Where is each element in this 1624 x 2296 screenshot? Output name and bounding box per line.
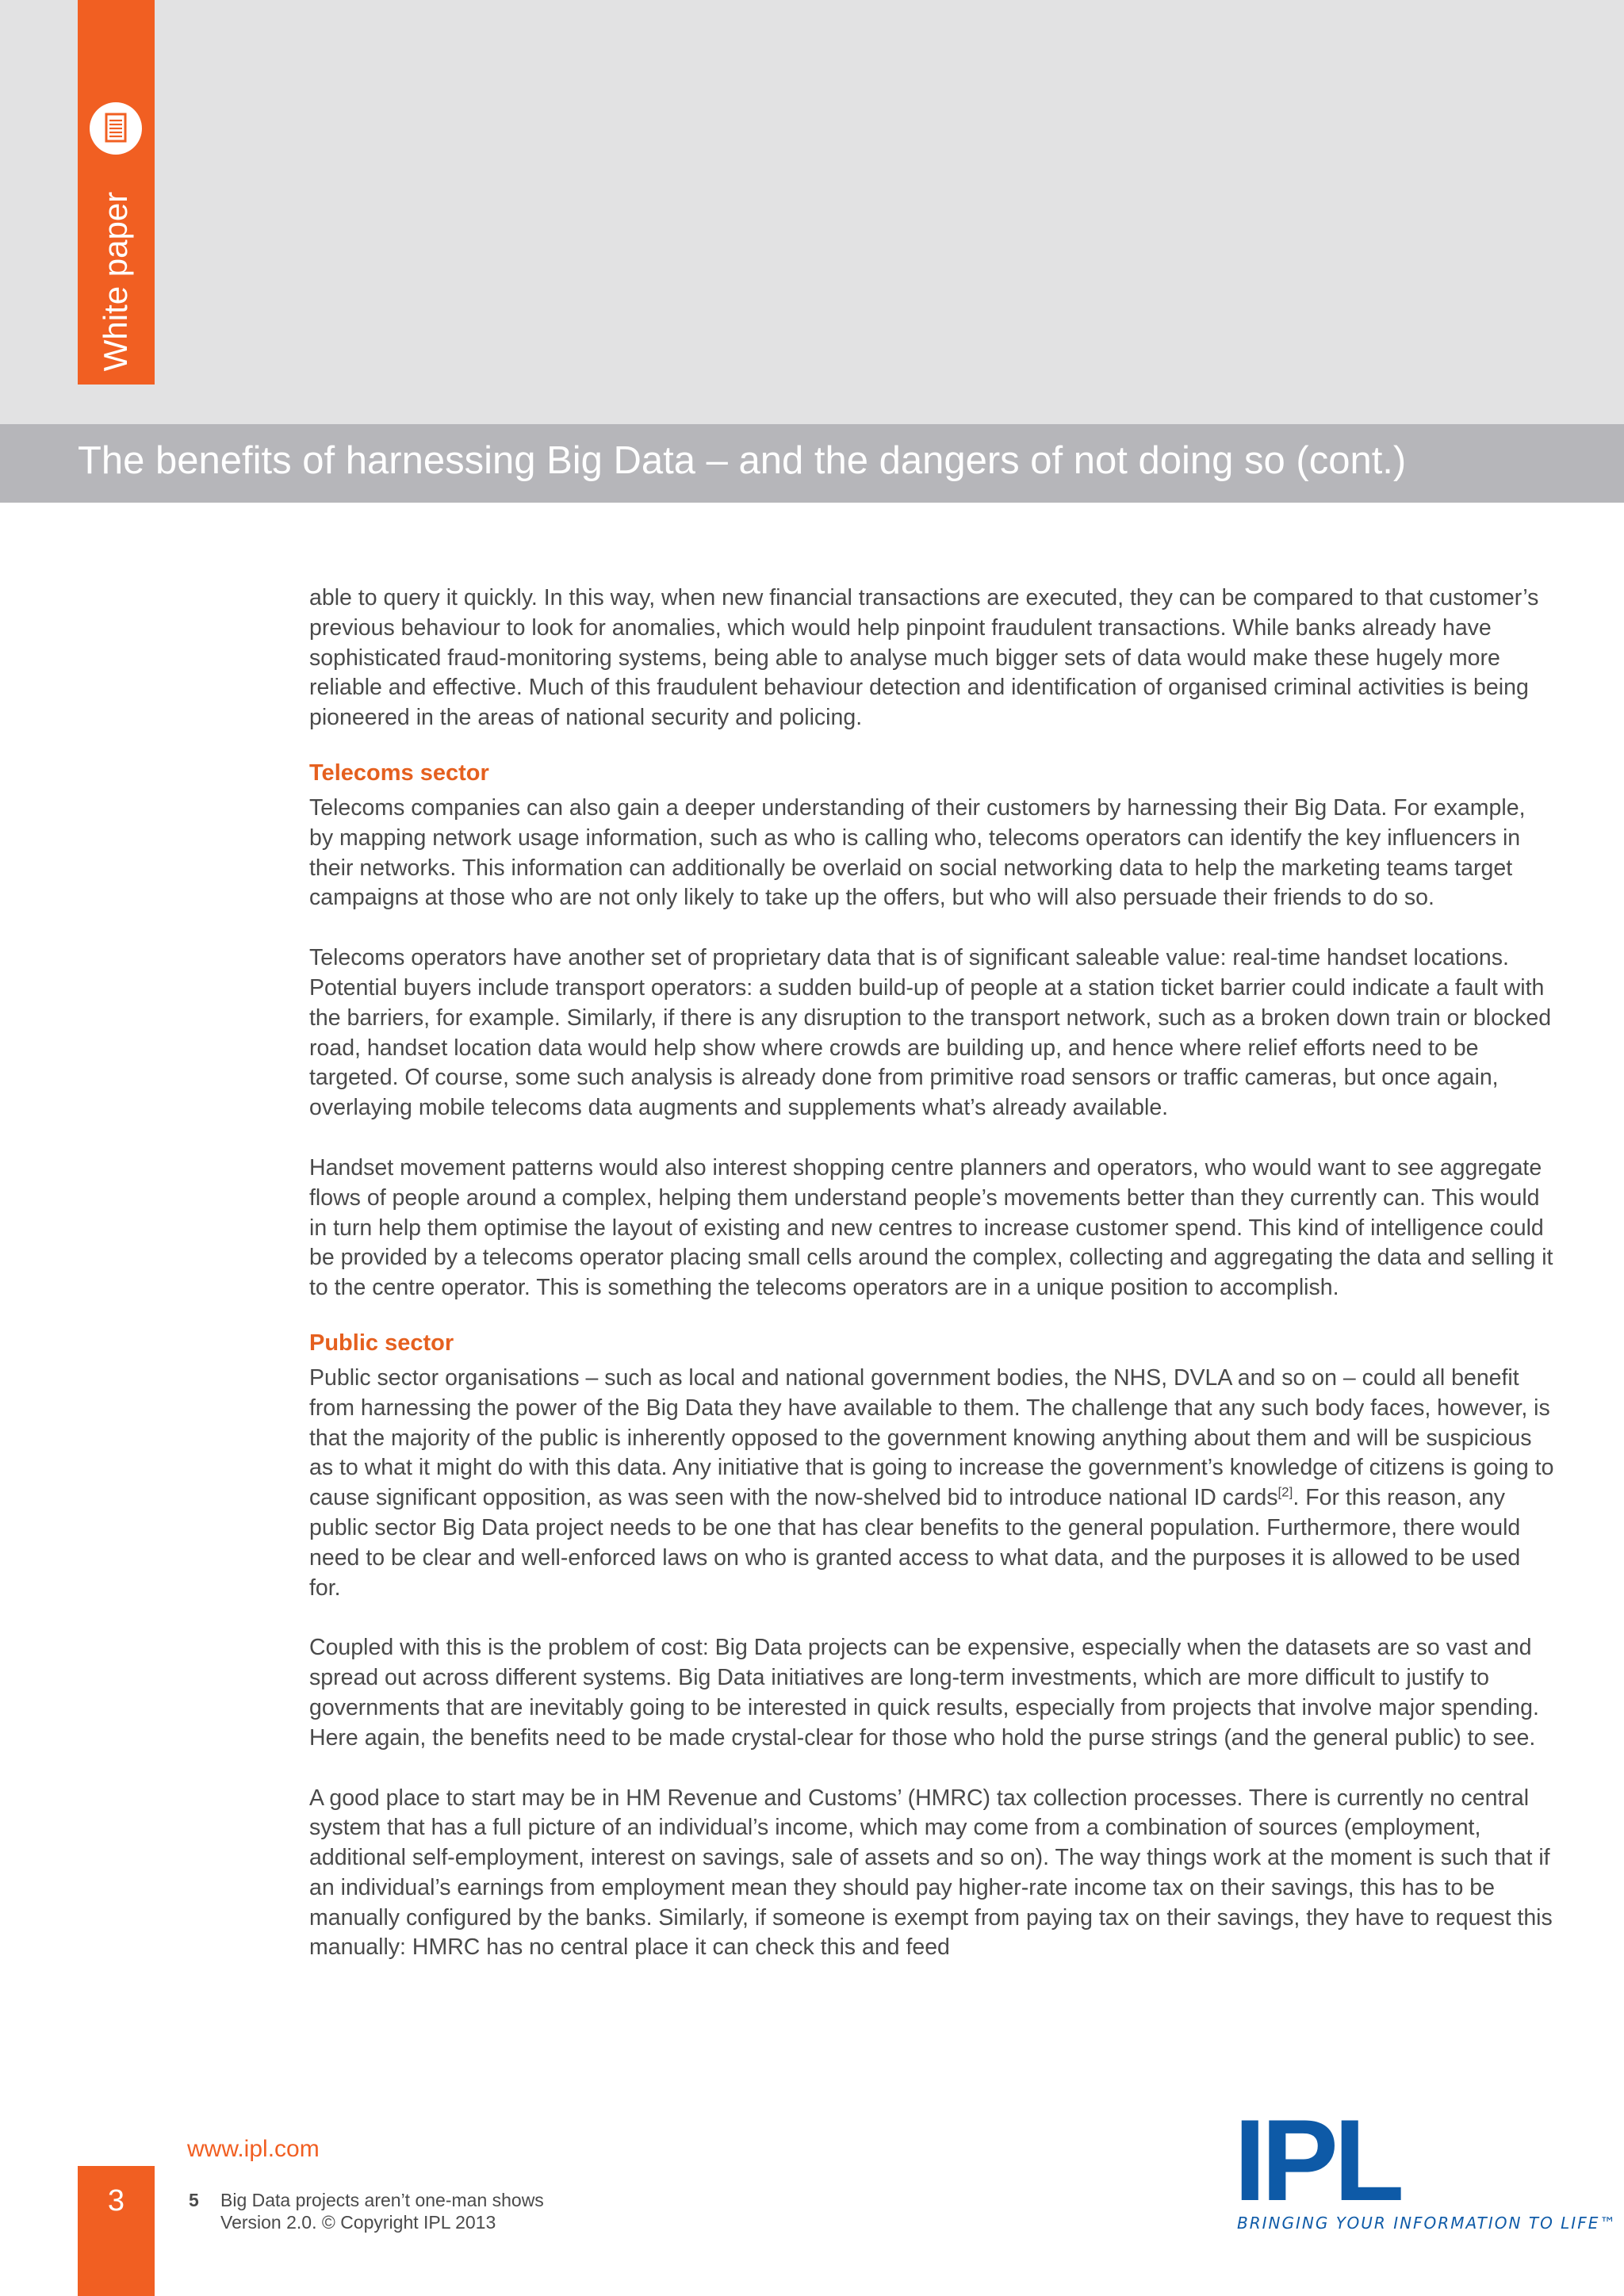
footnote bbox=[220, 2189, 544, 2233]
public-paragraph-1-a: Public sector organisations – such as local and national government bodies, the NHS, DVLA and so on – could all benefit from harnessing the power of the Big Data they have available to them. The challenge that any such body faces, however, is that the majority of the public is inherently opposed to the government knowing anything about them and will be suspicious as to what it might do with this data. Any initiative that is going to increase the government’s knowledge of citizens is going to cause significant opposition, as was seen with the now-shelved bid to introduce national ID cards bbox=[309, 1364, 1554, 1511]
white-paper-label: White paper bbox=[97, 191, 134, 372]
logo-mark: IPL bbox=[1234, 2095, 1400, 2225]
logo-tagline: BRINGING YOUR INFORMATION TO LIFE™ bbox=[1237, 2214, 1618, 2233]
website-link[interactable]: www.ipl.com bbox=[187, 2136, 320, 2162]
telecoms-paragraph-3: Handset movement patterns would also interest shopping centre planners and operators, who would want to see aggregate flows of people around a complex, helping them understand people’s movements better than they currently can. This would in turn help them optimise the layout of existing and new centres to increase customer spend. This kind of intelligence could be provided by a telecoms operator placing small cells around the complex, collecting and aggregating the data and selling it to the centre operator. This is something the telecoms operators are in a unique position to accomplish. bbox=[309, 1154, 1553, 1301]
public-paragraph-3: A good place to start may be in HM Revenue and Customs’ (HMRC) tax collection processes. There is currently no central system that has a full picture of an individual’s income, which may come from a combination of sources (employment, additional self-employment, interest on savings, sale of assets and so on). The way things work at the moment is such that if an individual’s earnings from employment mean they should pay higher-rate income tax on their savings, this has to be manually configured by the banks. Similarly, if someone is exempt from paying tax on their savings, they have to request this manually: HMRC has no central place it can check this and feed bbox=[309, 1785, 1553, 1961]
telecoms-paragraph-1: Telecoms companies can also gain a deeper understanding of their customers by harnessing their Big Data. For example, by mapping network usage information, such as who is calling who, telecoms operators can identify the key influencers in their networks. This information can additionally be overlaid on social networking data to help the marketing teams target campaigns at those who are not only likely to take up the offers, but who will also persuade their friends to do so. bbox=[309, 794, 1526, 911]
public-paragraph-1-b: . For this reason, any public sector Big Data project needs to be one that has clear benefits to the general population. Furthermore, there would need to be clear and well-enforced laws on who is granted access to what data, and the purposes it is allowed to be used for. bbox=[309, 1485, 1521, 1601]
page-number: 3 bbox=[107, 2184, 125, 2218]
public-paragraph-1 bbox=[309, 1364, 1554, 1603]
footnote-number: 5 bbox=[189, 2190, 199, 2210]
telecoms-heading: Telecoms sector bbox=[309, 760, 489, 786]
telecoms-paragraph-2: Telecoms operators have another set of proprietary data that is of significant saleable value: real-time handset locations. Potential buyers include transport operators: a sudden build-up of people at a station ticket barrier could indicate a fault with the barriers, for example. Similarly, if there is any disruption to the transport network, such as a broken down train or blocked road, handset location data would help show where crowds are building up, and hence where relief efforts need to be targeted. Of course, some such analysis is already done from primitive road sensors or traffic cameras, but once again, overlaying mobile telecoms data augments and supplements what’s already available. bbox=[309, 945, 1552, 1121]
page-title: The benefits of harnessing Big Data – and the dangers of not doing so (cont.) bbox=[78, 439, 1407, 482]
header-band bbox=[0, 0, 1624, 424]
reference-2[interactable]: [2] bbox=[1277, 1484, 1293, 1500]
public-paragraph-2: Coupled with this is the problem of cost: Big Data projects can be expensive, especially when the datasets are so vast and spread out across different systems. Big Data initiatives are long-term investments, which are more difficult to justify to governments that are inevitably going to be interested in quick results, especially from projects that involve major spending. Here again, the benefits need to be made crystal-clear for those who hold the purse strings (and the general public) to see. bbox=[309, 1635, 1539, 1751]
intro-paragraph: able to query it quickly. In this way, when new financial transactions are executed, they can be compared to that customer’s previous behaviour to look for anomalies, which would help pinpoint fraudulent transactions. While banks already have sophisticated fraud-monitoring systems, being able to analyse much bigger sets of data would make these hugely more reliable and effective. Much of this fraudulent behaviour detection and identification of organised criminal activities is being pioneered in the areas of national security and policing. bbox=[309, 585, 1539, 731]
body-text bbox=[309, 584, 1554, 1993]
footnote-version: Version 2.0. © Copyright IPL 2013 bbox=[220, 2212, 496, 2233]
public-sector-heading: Public sector bbox=[309, 1330, 454, 1356]
footnote-title: Big Data projects aren’t one-man shows bbox=[220, 2190, 544, 2210]
document-icon bbox=[90, 102, 142, 155]
ipl-logo bbox=[1234, 2095, 1618, 2236]
